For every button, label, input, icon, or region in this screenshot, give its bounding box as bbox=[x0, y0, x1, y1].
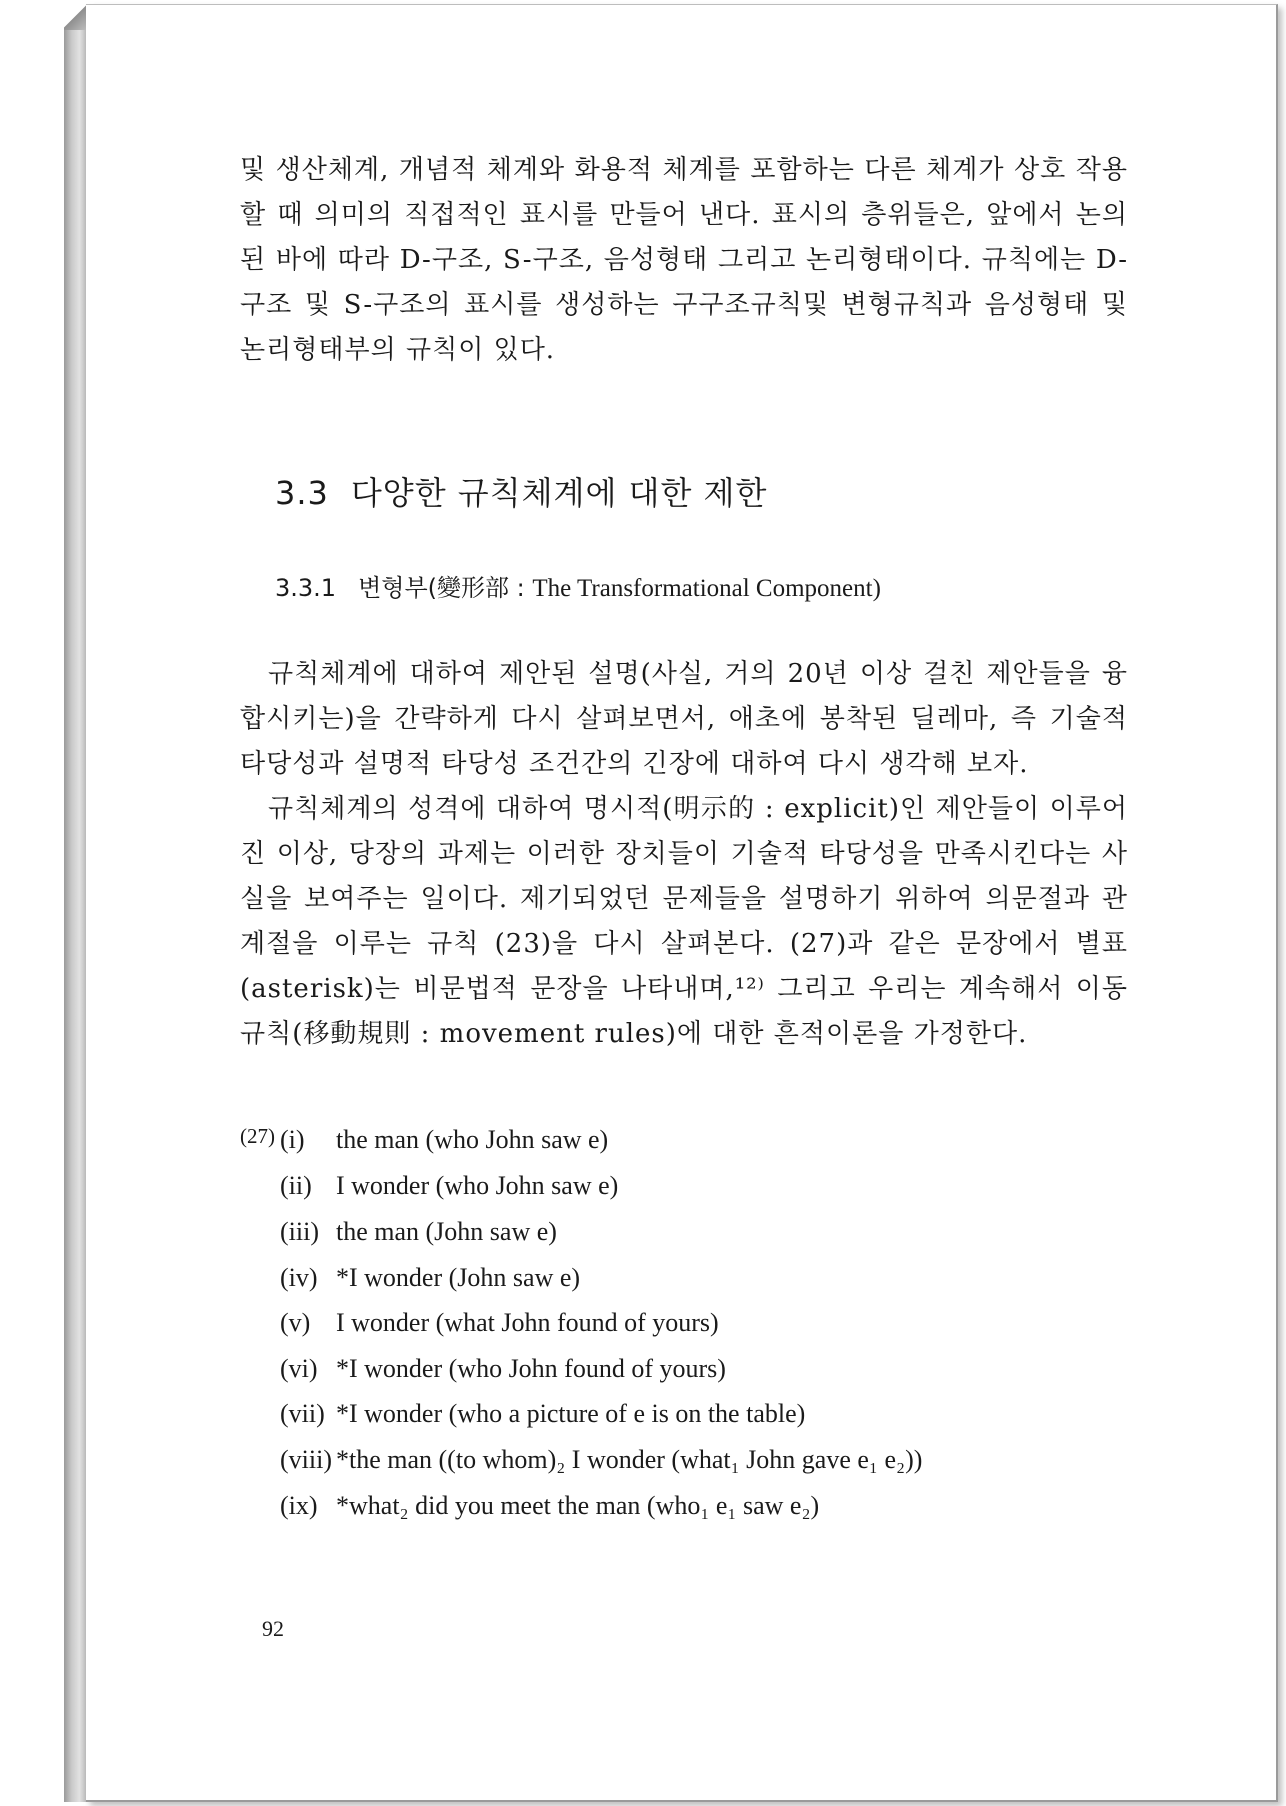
section-title: 다양한 규칙체계에 대한 제한 bbox=[350, 474, 768, 512]
example-label: (viii) bbox=[280, 1445, 332, 1474]
subsection-title-korean: 변형부(變形部 : bbox=[358, 574, 533, 602]
example-label: (ix) bbox=[280, 1491, 318, 1520]
book-spine-edge bbox=[64, 4, 86, 1802]
subsection-number: 3.3.1 bbox=[275, 574, 337, 602]
example-label: (i) bbox=[280, 1125, 305, 1154]
example-text: *I wonder (who a picture of e is on the table) bbox=[336, 1399, 806, 1428]
paragraph-explicit-proposals: 규칙체계의 성격에 대하여 명시적(明示的 : explicit)인 제안들이 이루어진 이상, 당장의 과제는 이러한 장치들이 기술적 타당성을 만족시킨다는 사실을 보여주는 일이다. 제기되었던 문제들을 설명하기 위하여 의문절과 관계절을 이루는 규칙 (23)을 다시 살펴본다. (27)과 같은 문장에서 별표(asterisk)는 비문법적 문장을 나타내며,¹²⁾ 그리고 우리는 계속해서 이동규칙(移動規則 : movement rules)에 대한 흔적이론을 가정한다. bbox=[240, 794, 1128, 1049]
paragraph-rule-systems: 규칙체계에 대하여 제안된 설명(사실, 거의 20년 이상 걸친 제안들을 융합시키는)을 간략하게 다시 살펴보면서, 애초에 봉착된 딜레마, 즉 기술적 타당성과 설명적 타당성 조건간의 긴장에 대하여 다시 생각해 보자. bbox=[240, 659, 1128, 779]
example-text: *I wonder (John saw e) bbox=[336, 1263, 581, 1292]
example-label: (vii) bbox=[280, 1399, 325, 1428]
example-label: (v) bbox=[280, 1308, 311, 1337]
example-text: the man (John saw e) bbox=[336, 1217, 557, 1246]
subsection-title-english: The Transformational Component) bbox=[532, 575, 881, 602]
page-number: 92 bbox=[262, 1616, 284, 1641]
example-label: (iv) bbox=[280, 1263, 318, 1292]
book-spine-corner bbox=[64, 4, 86, 30]
example-label: (vi) bbox=[280, 1354, 318, 1383]
example-label: (ii) bbox=[280, 1171, 312, 1200]
section-number: 3.3 bbox=[275, 474, 329, 512]
section-heading-3-3 bbox=[275, 468, 767, 514]
example-text: *what₂ did you meet the man (who₁ e₁ saw e₂) bbox=[336, 1491, 820, 1520]
example-text: the man (who John saw e) bbox=[336, 1125, 609, 1154]
subsection-heading-3-3-1 bbox=[275, 568, 881, 603]
example-number: (27) bbox=[240, 1124, 275, 1148]
example-text: I wonder (who John saw e) bbox=[336, 1171, 619, 1200]
example-label: (iii) bbox=[280, 1217, 319, 1246]
example-text: *I wonder (who John found of yours) bbox=[336, 1354, 726, 1383]
example-text: I wonder (what John found of yours) bbox=[336, 1308, 719, 1337]
example-text: *the man ((to whom)₂ I wonder (what₁ John gave e₁ e₂)) bbox=[336, 1445, 923, 1474]
paragraph-intro: 및 생산체계, 개념적 체계와 화용적 체계를 포함하는 다른 체계가 상호 작용할 때 의미의 직접적인 표시를 만들어 낸다. 표시의 층위들은, 앞에서 논의된 바에 따라 D-구조, S-구조, 음성형태 그리고 논리형태이다. 규칙에는 D-구조 및 S-구조의 표시를 생성하는 구구조규칙및 변형규칙과 음성형태 및 논리형태부의 규칙이 있다. bbox=[240, 155, 1128, 365]
